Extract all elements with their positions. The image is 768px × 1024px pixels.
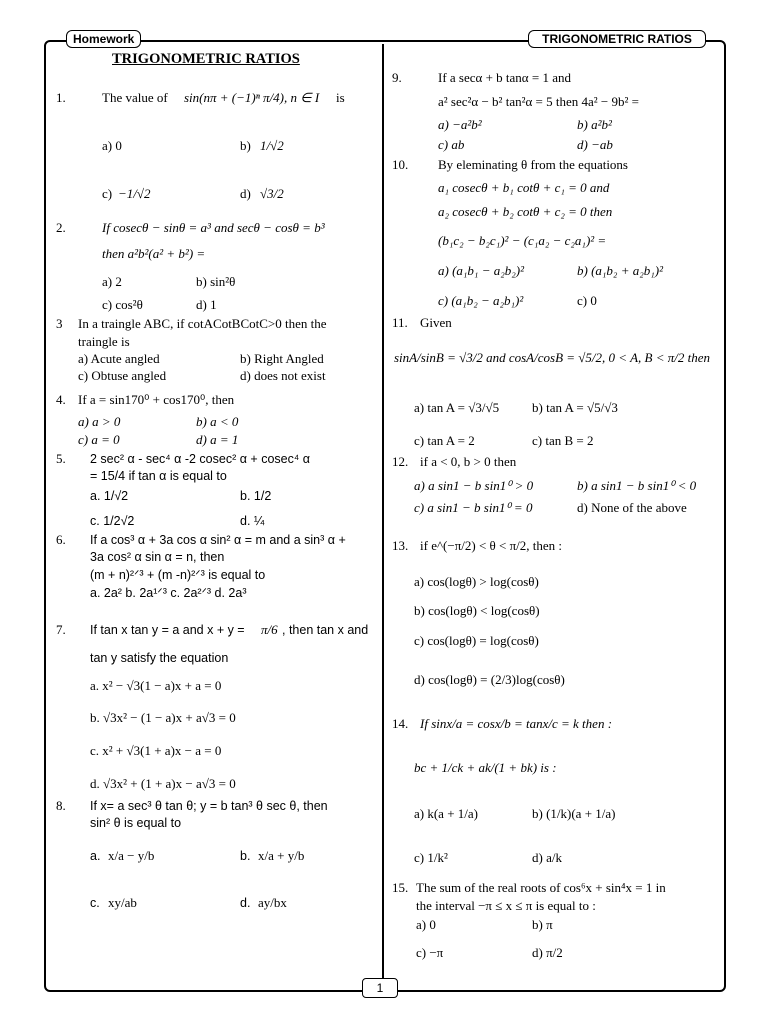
option-c: c) cos²θ — [102, 297, 143, 312]
question-number: 5. — [56, 451, 66, 466]
option-b: b) π — [532, 917, 553, 932]
option-d: d) a = 1 — [196, 432, 239, 447]
question-number: 13. — [392, 538, 409, 553]
option-a: a) −a²b² — [438, 117, 482, 132]
option-c: c) ab — [438, 137, 465, 152]
question-number: 8. — [56, 798, 66, 813]
question-text: if a < 0, b > 0 then — [420, 454, 517, 469]
option-b: b) a sin1 − b sin1⁰ < 0 — [577, 478, 697, 493]
question-text: a² sec²α − b² tan²α = 5 then 4a² − 9b² = — [438, 94, 639, 109]
question-text-tail: is — [336, 90, 345, 105]
option-b: b) Right Angled — [240, 351, 324, 366]
option-c-label: c. — [90, 896, 100, 910]
question-text: if e^(−π/2) < θ < π/2, then : — [420, 538, 563, 553]
question-text: 3a cos² α sin α = n, then — [90, 550, 225, 564]
question-text: (m + n)²ᐟ³ + (m -n)²ᐟ³ is equal to — [90, 568, 266, 582]
option-a: a) a sin1 − b sin1⁰ > 0 — [414, 478, 534, 493]
page-number: 1 — [362, 978, 398, 998]
question-number: 11. — [392, 315, 408, 330]
question-text: If a = sin170⁰ + cos170⁰, then — [78, 392, 235, 407]
question-text: sin² θ is equal to — [90, 816, 182, 830]
question-text: = 15/4 if tan α is equal to — [90, 469, 227, 483]
option-d: d) cos(logθ) = (2/3)log(cosθ) — [414, 672, 565, 687]
option-c: c) tan A = 2 — [414, 433, 475, 448]
question-text: The value of — [102, 90, 168, 105]
option-a: a) cos(logθ) > log(cosθ) — [414, 574, 539, 589]
option-a-label: a. — [90, 849, 101, 863]
question-text: The sum of the real roots of cos⁶x + sin⁴x = 1 in — [416, 880, 666, 895]
option-a: a) Acute angled — [78, 351, 160, 366]
question-text: a₂ cosecθ + b₂ cotθ + c₂ = 0 then — [438, 204, 613, 219]
question-text: then a²b²(a² + b²) = — [102, 246, 206, 261]
option-a: a) 2 — [102, 274, 122, 289]
option-a: a) tan A = √3/√5 — [414, 400, 500, 415]
question-text: In a traingle ABC, if cotACotBCotC>0 then the — [78, 316, 327, 331]
options: a. 2a² b. 2a¹ᐟ³ c. 2a²ᐟ³ d. 2a³ — [90, 586, 247, 600]
option-b: b) (1/k)(a + 1/a) — [532, 806, 616, 821]
option-a: a) a > 0 — [78, 414, 121, 429]
question-text: By eleminating θ from the equations — [438, 157, 628, 172]
option-d: c) 0 — [577, 293, 597, 308]
option-b: b) tan A = √5/√3 — [532, 400, 618, 415]
question-text: 2 sec² α - sec⁴ α -2 cosec² α + cosec⁴ α — [90, 452, 310, 466]
question-text: a₁ cosecθ + b₁ cotθ + c₁ = 0 and — [438, 180, 610, 195]
question-number: 2. — [56, 220, 66, 235]
option-d: c) tan B = 2 — [532, 433, 594, 448]
page-title: TRIGONOMETRIC RATIOS — [112, 51, 300, 67]
question-number: 9. — [392, 70, 402, 85]
question-text: the interval −π ≤ x ≤ π is equal to : — [416, 898, 596, 913]
option-b: b. √3x² − (1 − a)x + a√3 = 0 — [90, 710, 236, 725]
option-c: c) (a₁b₂ − a₂b₁)² — [438, 293, 524, 308]
question-text: sinA/sinB = √3/2 and cosA/cosB = √5/2, 0 < A, B < π/2 then — [394, 350, 710, 365]
chapter-tab: TRIGONOMETRIC RATIOS — [528, 30, 706, 48]
option-b-label: b. — [240, 849, 251, 863]
option-d: d) a/k — [532, 850, 562, 865]
option-b: b) (a₁b₂ + a₂b₁)² — [577, 263, 663, 278]
option-d: √3/2 — [260, 186, 284, 201]
question-number: 15. — [392, 880, 409, 895]
option-d: d) π/2 — [532, 945, 563, 960]
question-text: If x= a sec³ θ tan θ; y = b tan³ θ sec θ, then — [90, 799, 328, 813]
question-text: tan y satisfy the equation — [90, 651, 229, 665]
option-b: b) a²b² — [577, 117, 612, 132]
question-text: , then tan x and — [282, 623, 369, 637]
option-b-label: b) — [240, 138, 251, 153]
option-d: d) None of the above — [577, 500, 687, 515]
option-d: d) −ab — [577, 137, 613, 152]
question-number: 7. — [56, 622, 66, 637]
option-c: −1/√2 — [118, 186, 151, 201]
question-text: If a secα + b tanα = 1 and — [438, 70, 571, 85]
question-number: 6. — [56, 532, 66, 547]
option-a: a) (a₁b₁ − a₂b₂)² — [438, 263, 524, 278]
option-d: d) 1 — [196, 297, 217, 312]
option-c: c) Obtuse angled — [78, 368, 167, 383]
option-a: a. x² − √3(1 − a)x + a = 0 — [90, 678, 222, 693]
question-text: If sinx/a = cosx/b = tanx/c = k then : — [420, 716, 613, 731]
option-b: x/a + y/b — [258, 848, 305, 863]
question-text: If a cos³ α + 3a cos α sin² α = m and a sin³ α + — [90, 533, 346, 547]
question-number: 10. — [392, 157, 409, 172]
question-fraction: π/6 — [261, 622, 278, 637]
question-number: 4. — [56, 392, 66, 407]
option-b: b. 1/2 — [240, 489, 272, 503]
question-text: (b₁c₂ − b₂c₁)² − (c₁a₂ − c₂a₁)² = — [438, 233, 607, 248]
option-d-label: d. — [240, 896, 251, 910]
question-expression: sin(nπ + (−1)ⁿ π/4), n ∈ I — [184, 90, 320, 105]
option-b: 1/√2 — [260, 138, 284, 153]
question-number: 1. — [56, 90, 66, 105]
option-a: a) k(a + 1/a) — [414, 806, 478, 821]
option-c: c) cos(logθ) = log(cosθ) — [414, 633, 539, 648]
option-d: d. ¼ — [240, 514, 265, 528]
question-number: 3 — [56, 316, 63, 331]
option-d: d) does not exist — [240, 368, 326, 383]
question-text: bc + 1/ck + ak/(1 + bk) is : — [414, 760, 557, 775]
option-c-label: c) — [102, 186, 113, 201]
option-d: d. √3x² + (1 + a)x − a√3 = 0 — [90, 776, 236, 791]
question-text: traingle is — [78, 334, 130, 349]
option-c: c. 1/2√2 — [90, 514, 135, 528]
question-number: 14. — [392, 716, 409, 731]
question-text: Given — [420, 315, 452, 330]
column-divider — [382, 44, 384, 986]
question-text: If cosecθ − sinθ = a³ and secθ − cosθ = b³ — [102, 220, 325, 235]
question-number: 12. — [392, 454, 409, 469]
option-c: xy/ab — [108, 895, 137, 910]
option-c: c) a = 0 — [78, 432, 120, 447]
question-text: If tan x tan y = a and x + y = — [90, 623, 245, 637]
option-c: c. x² + √3(1 + a)x − a = 0 — [90, 743, 222, 758]
option-c: c) a sin1 − b sin1⁰ = 0 — [414, 500, 533, 515]
option-d-label: d) — [240, 186, 251, 201]
option-b: b) cos(logθ) < log(cosθ) — [414, 603, 540, 618]
option-a: a) 0 — [416, 917, 436, 932]
option-a: x/a − y/b — [108, 848, 155, 863]
homework-tab: Homework — [66, 30, 141, 48]
option-a: a. 1/√2 — [90, 489, 129, 503]
option-b: b) sin²θ — [196, 274, 236, 289]
option-c: c) 1/k² — [414, 850, 448, 865]
option-d: ay/bx — [258, 895, 287, 910]
option-a: a) 0 — [102, 138, 122, 153]
option-b: b) a < 0 — [196, 414, 239, 429]
option-c: c) −π — [416, 945, 444, 960]
